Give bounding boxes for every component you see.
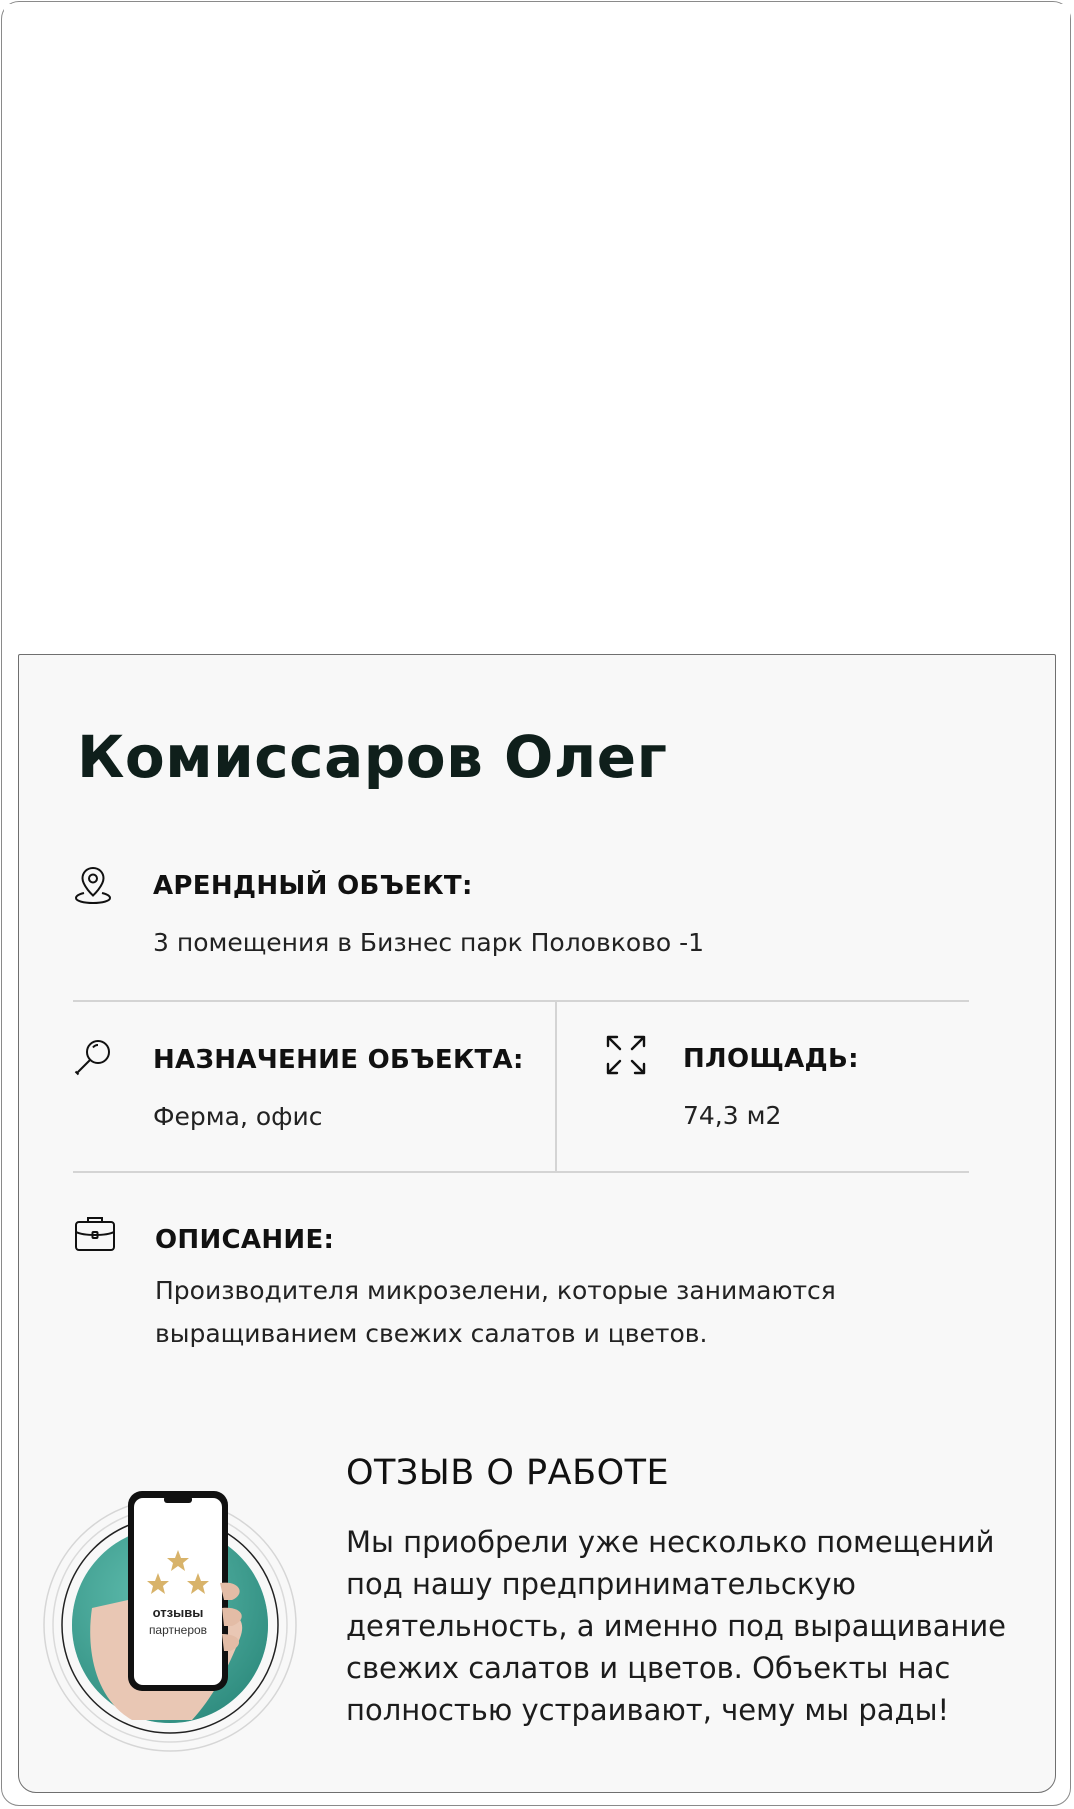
briefcase-icon <box>73 1211 117 1255</box>
reviews-badge <box>42 1488 302 1758</box>
badge-line2: партнеров <box>148 1623 208 1637</box>
badge-line1: отзывы <box>152 1605 204 1620</box>
area-value: 74,3 м2 <box>683 1101 782 1130</box>
review-title: ОТЗЫВ О РАБОТЕ <box>346 1453 670 1493</box>
description-label: ОПИСАНИЕ: <box>155 1225 335 1255</box>
area-label: ПЛОЩАДЬ: <box>683 1044 859 1074</box>
testimonial-card <box>18 654 1056 1793</box>
object-value: 3 помещения в Бизнес парк Половково -1 <box>153 928 705 957</box>
person-name: Комиссаров Олег <box>77 723 668 791</box>
divider-bottom <box>73 1171 969 1173</box>
expand-arrows-icon <box>604 1033 648 1077</box>
photo-area <box>4 4 1070 654</box>
map-pin-icon <box>71 862 115 906</box>
purpose-value: Ферма, офис <box>153 1102 323 1131</box>
description-value: Производителя микрозелени, которые занимаются выращиванием свежих салатов и цветов. <box>155 1276 836 1348</box>
divider-top <box>73 1000 969 1002</box>
object-label: АРЕНДНЫЙ ОБЪЕКТ: <box>153 871 473 901</box>
purpose-label: НАЗНАЧЕНИЕ ОБЪЕКТА: <box>153 1045 524 1075</box>
magnifier-icon <box>71 1035 115 1079</box>
review-text: Мы приобрели уже несколько помещений под нашу предпринимательскую деятельность, а именно под выращивание свежих салатов и цветов. Объекты нас полностью устраивают, чему мы рады! <box>346 1525 1007 1727</box>
divider-vertical <box>555 1001 557 1173</box>
